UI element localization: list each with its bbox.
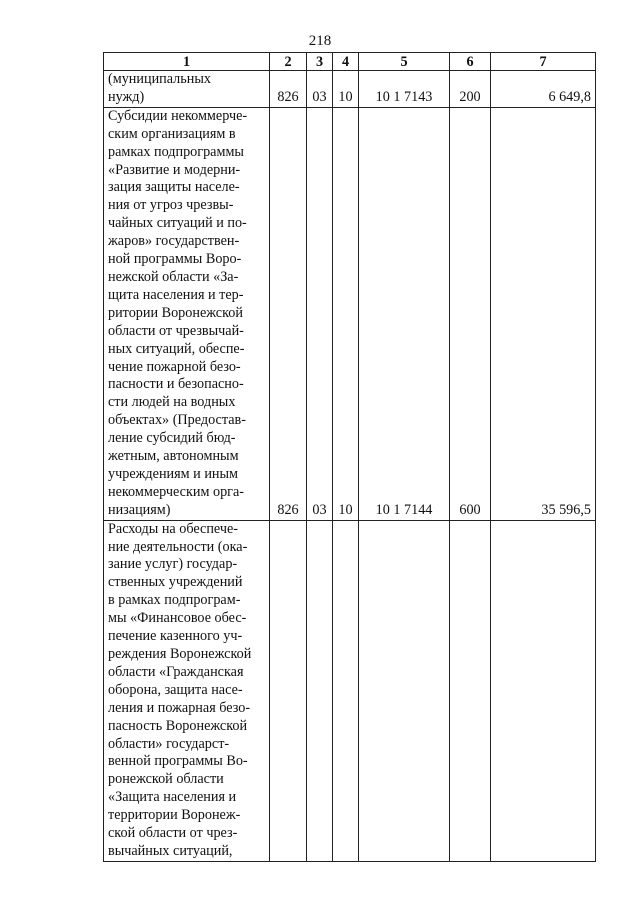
- subsection-code: 10: [333, 71, 359, 108]
- name-line: ственных учреждений: [108, 574, 243, 591]
- subsection-code: [333, 520, 359, 861]
- name-line: ние деятельности (ока-: [108, 538, 248, 555]
- ministry-code: [270, 520, 307, 861]
- name-line: ления и пожарная безо-: [108, 699, 251, 716]
- table-row: [104, 107, 596, 520]
- name-line: области «Гражданская: [108, 663, 244, 680]
- name-line: ной программы Воро-: [108, 251, 242, 268]
- name-line: зание услуг) государ-: [108, 556, 238, 573]
- name-line: ния от угроз чрезвы-: [108, 197, 234, 214]
- name-line: «Развитие и модерни-: [108, 161, 241, 178]
- amount: 6 649,8: [491, 71, 596, 108]
- name-line: ской области от чрез-: [108, 825, 238, 842]
- subsection-code: 10: [333, 107, 359, 520]
- name-line: пасности и безопасно-: [108, 376, 244, 393]
- row-name: [104, 71, 270, 108]
- name-line: печение казенного уч-: [108, 628, 243, 645]
- name-line: области от чрезвычай-: [108, 322, 244, 339]
- name-line: оборона, защита насе-: [108, 681, 243, 698]
- name-line: Расходы на обеспече-: [108, 520, 239, 537]
- table-row: [104, 71, 596, 108]
- name-line: нужд): [108, 88, 145, 105]
- name-line: Субсидии некоммерче-: [108, 107, 248, 124]
- name-line: ритории Воронежской: [108, 304, 243, 321]
- name-line: территории Воронеж-: [108, 807, 241, 824]
- name-line: ским организациям в: [108, 125, 236, 142]
- header-col-5: 5: [359, 53, 450, 71]
- name-line: некоммерческим орга-: [108, 483, 244, 500]
- name-line: жетным, автономным: [108, 448, 239, 465]
- name-line: области» государст-: [108, 735, 230, 752]
- header-row: [104, 53, 596, 71]
- name-line: чение пожарной безо-: [108, 358, 241, 375]
- name-line: зация защиты населе-: [108, 179, 240, 196]
- name-line: реждения Воронежской: [108, 646, 252, 662]
- target-code: 10 1 7144: [359, 107, 450, 520]
- expense-type-code: 200: [450, 71, 491, 108]
- name-line: пасность Воронежской: [108, 717, 248, 734]
- ministry-code: 826: [270, 71, 307, 108]
- name-line: ление субсидий бюд-: [108, 430, 236, 447]
- name-line: вычайных ситуаций,: [108, 842, 233, 859]
- name-line: щита населения и тер-: [108, 286, 244, 303]
- row-name: [104, 107, 270, 520]
- name-line: в рамках подпрограм-: [108, 592, 241, 609]
- amount: 35 596,5: [491, 107, 596, 520]
- name-line: объектах» (Предостав-: [108, 412, 246, 429]
- amount: [491, 520, 596, 861]
- name-line: мы «Финансовое обес-: [108, 610, 247, 627]
- section-code: [307, 520, 333, 861]
- header-col-3: 3: [307, 53, 333, 71]
- target-code: [359, 520, 450, 861]
- section-code: 03: [307, 71, 333, 108]
- expense-type-code: 600: [450, 107, 491, 520]
- header-col-1: 1: [104, 53, 270, 71]
- section-code: 03: [307, 107, 333, 520]
- header-col-6: 6: [450, 53, 491, 71]
- name-line: низациям): [108, 501, 171, 518]
- target-code: 10 1 7143: [359, 71, 450, 108]
- name-line: сти людей на водных: [108, 394, 236, 411]
- page-number: 218: [308, 33, 332, 49]
- name-line: ных ситуаций, обеспе-: [108, 340, 245, 357]
- name-line: нежской области «За-: [108, 268, 239, 285]
- name-line: учреждениям и иным: [108, 465, 239, 482]
- ministry-code: 826: [270, 107, 307, 520]
- name-line: рамках подпрограммы: [108, 143, 244, 160]
- name-line: (муниципальных: [108, 71, 211, 87]
- name-line: венной программы Во-: [108, 753, 248, 770]
- header-col-4: 4: [333, 53, 359, 71]
- row-name: [104, 520, 270, 861]
- expense-type-code: [450, 520, 491, 861]
- budget-table: [103, 52, 596, 862]
- name-line: чайных ситуаций и по-: [108, 215, 247, 232]
- header-col-7: 7: [491, 53, 596, 71]
- name-line: жаров» государствен-: [108, 233, 240, 250]
- table-row: [104, 520, 596, 861]
- name-line: «Защита населения и: [108, 789, 237, 806]
- name-line: ронежской области: [108, 771, 224, 788]
- header-col-2: 2: [270, 53, 307, 71]
